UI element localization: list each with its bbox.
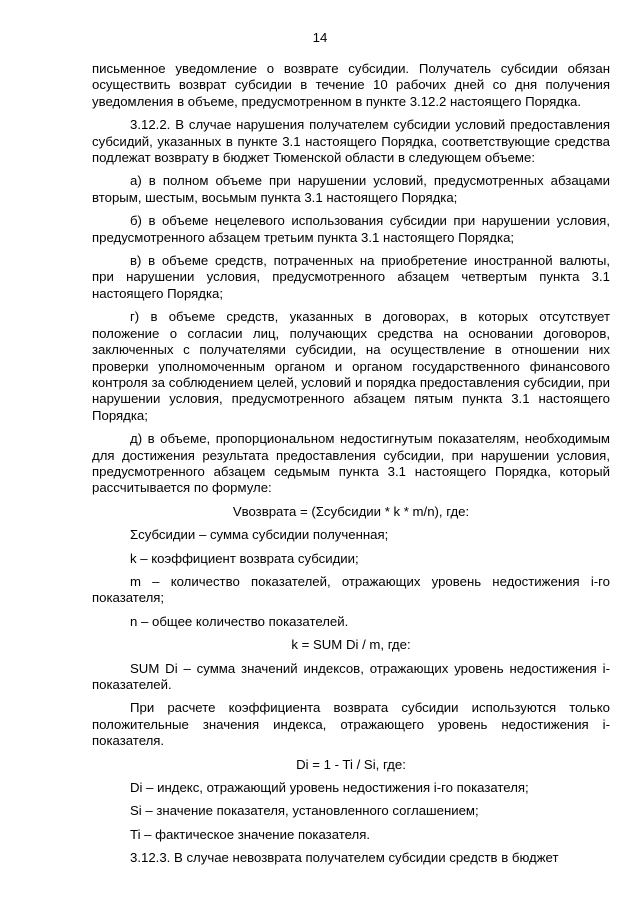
definition-m: m – количество показателей, отражающих уровень недостижения i-го показателя; xyxy=(92,573,610,606)
page-number: 14 xyxy=(312,30,328,45)
formula-k: k = SUM Di / m, где: xyxy=(291,637,411,653)
formula-di: Di = 1 - Ti / Si, где: xyxy=(296,756,406,772)
paragraph: письменное уведомление о возврате субсидии. Получатель субсидии обязан осуществить возврат субсидии в течение 10 рабочих дней со дня получения уведомления в объеме, предусмотренном в пункте 3.12.2 настоящего Порядка. xyxy=(92,61,610,109)
paragraph-3-12-3: 3.12.3. В случае невозврата получателем субсидии средств в бюджет xyxy=(130,850,559,866)
definition-di: Di – индекс, отражающий уровень недостижения i-го показателя; xyxy=(130,780,529,796)
document-body xyxy=(92,61,610,874)
paragraph-3-12-2: 3.12.2. В случае нарушения получателем субсидии условий предоставления субсидий, указанных в пункте 3.1 настоящего Порядка, соответствующие средства подлежат возврату в бюджет Тюменской области в следующем объеме: xyxy=(92,117,610,166)
paragraph-positive-values: При расчете коэффициента возврата субсидии используются только положительные значения индекса, отражающего уровень недостижения i-показателя. xyxy=(92,700,610,749)
definition-si: Si – значение показателя, установленного соглашением; xyxy=(130,803,479,819)
formula-v-return: Vвозврата = (Σсубсидии * k * m/n), где: xyxy=(232,503,470,519)
definition-k: k – коэффициент возврата субсидии; xyxy=(130,550,359,566)
definition-sum-subsidy: Σсубсидии – сумма субсидии полученная; xyxy=(130,527,389,543)
definition-ti: Ti – фактическое значение показателя. xyxy=(130,826,371,842)
definition-sum-di: SUM Di – сумма значений индексов, отражающих уровень недостижения i-показателей. xyxy=(92,660,610,692)
list-item-v: в) в объеме средств, потраченных на приобретение иностранной валюты, при нарушении условия, предусмотренного абзацем четвертым пункта 3.1 настоящего Порядка; xyxy=(92,253,610,301)
list-item-a: а) в полном объеме при нарушении условий, предусмотренных абзацами вторым, шестым, восьмым пункта 3.1 настоящего Порядка; xyxy=(92,173,610,205)
list-item-d: д) в объеме, пропорциональном недостигнутым показателям, необходимым для достижения результата предоставления субсидии, при нарушении условия, предусмотренного абзацем седьмым пункта 3.1 настоящего Порядка, который рассчитывается по формуле: xyxy=(92,431,610,496)
definition-n: n – общее количество показателей. xyxy=(130,613,349,629)
list-item-g: г) в объеме средств, указанных в договорах, в которых отсутствует положение о согласии лиц, получающих средства на основании договоров, заключенных с получателями субсидии, на осуществление в отношении них проверки уполномоченным органом и органом государственного финансового контроля за соблюдением целей, условий и порядка предоставления субсидии, при нарушении условия, предусмотренного абзацем пятым пункта 3.1 настоящего Порядка; xyxy=(92,309,610,423)
list-item-b: б) в объеме нецелевого использования субсидии при нарушении условия, предусмотренного абзацем третьим пункта 3.1 настоящего Порядка; xyxy=(92,213,610,245)
